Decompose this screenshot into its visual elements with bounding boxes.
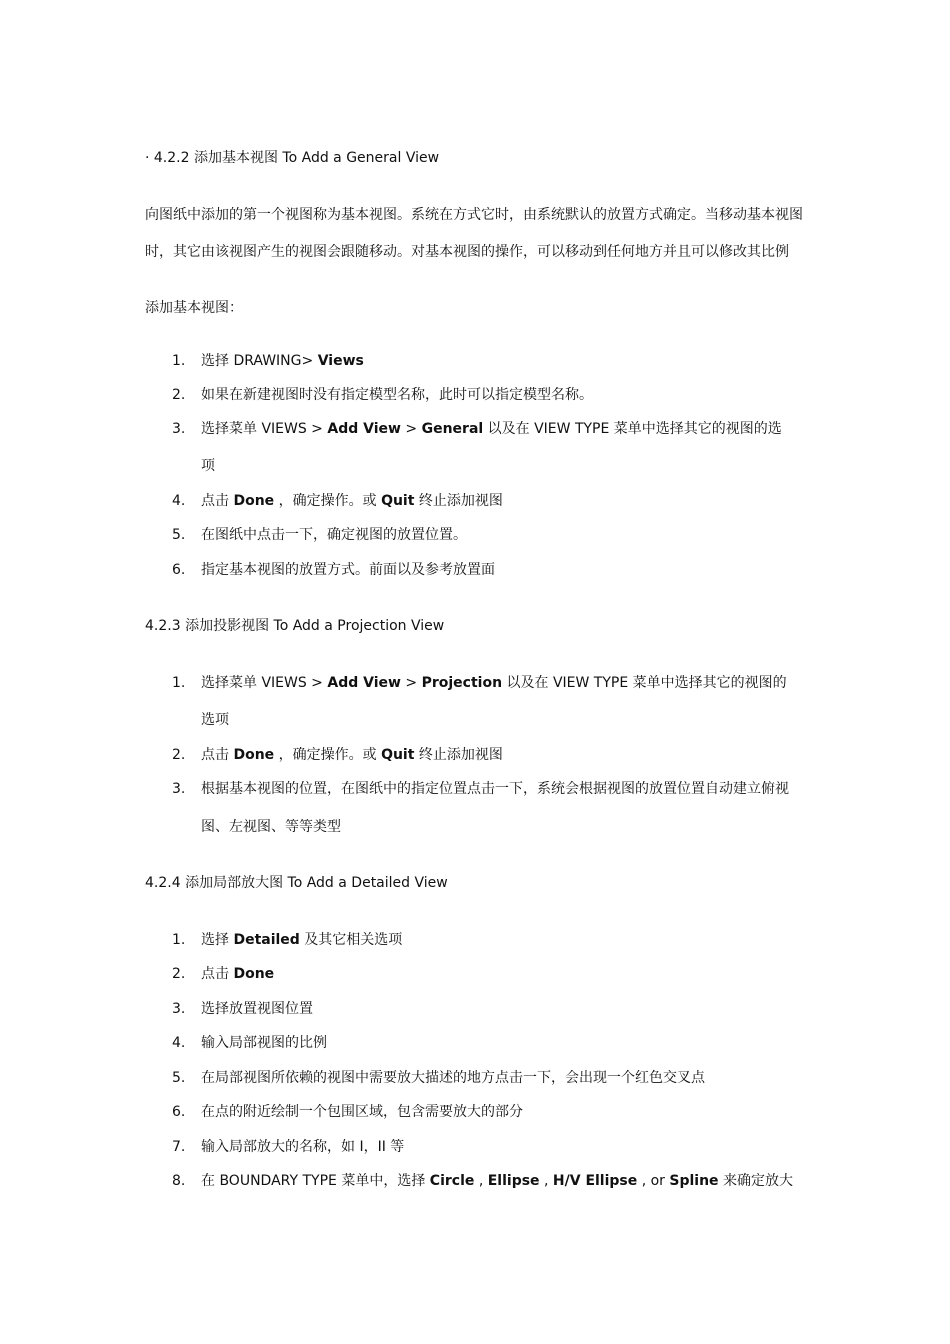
- list-number: 4.: [172, 1035, 186, 1051]
- list-number: 2.: [172, 747, 186, 763]
- list-number: 4.: [172, 493, 186, 509]
- paragraph-line: 向图纸中添加的第一个视图称为基本视图。系统在方式它时，由系统默认的放置方式确定。当移动基本视图: [145, 207, 803, 223]
- list-text: 选择菜单 VIEWS > Add View > Projection 以及在 VIEW TYPE 菜单中选择其它的视图的: [201, 675, 787, 691]
- list-number: 3.: [172, 1001, 186, 1017]
- list-text: 在局部视图所依赖的视图中需要放大描述的地方点击一下，会出现一个红色交叉点: [201, 1070, 705, 1086]
- list-text: 如果在新建视图时没有指定模型名称，此时可以指定模型名称。: [201, 387, 593, 403]
- list-text: 选择菜单 VIEWS > Add View > General 以及在 VIEW TYPE 菜单中选择其它的视图的选: [201, 421, 782, 437]
- list-number: 5.: [172, 527, 186, 543]
- list-text-continuation: 选项: [201, 712, 229, 728]
- list-text: 在图纸中点击一下，确定视图的放置位置。: [201, 527, 467, 543]
- list-text: 选择放置视图位置: [201, 1001, 313, 1017]
- list-text: 在点的附近绘制一个包围区域，包含需要放大的部分: [201, 1104, 523, 1120]
- paragraph-line: 时，其它由该视图产生的视图会跟随移动。对基本视图的操作，可以移动到任何地方并且可以修改其比例: [145, 244, 789, 260]
- list-number: 3.: [172, 781, 186, 797]
- list-number: 6.: [172, 1104, 186, 1120]
- list-number: 1.: [172, 675, 186, 691]
- list-number: 7.: [172, 1139, 186, 1155]
- list-text: 点击 Done ，确定操作。或 Quit 终止添加视图: [201, 747, 503, 763]
- section-heading-423: 4.2.3 添加投影视图 To Add a Projection View: [145, 618, 445, 634]
- list-text: 在 BOUNDARY TYPE 菜单中，选择 Circle , Ellipse , H/V Ellipse , or Spline 来确定放大: [201, 1173, 794, 1189]
- list-number: 6.: [172, 562, 186, 578]
- list-text-continuation: 项: [201, 458, 215, 474]
- list-text: 输入局部放大的名称，如 I，II 等: [201, 1139, 405, 1155]
- list-text: 输入局部视图的比例: [201, 1035, 327, 1051]
- list-text: 指定基本视图的放置方式。前面以及参考放置面: [201, 562, 495, 578]
- list-number: 2.: [172, 966, 186, 982]
- list-number: 5.: [172, 1070, 186, 1086]
- list-number: 8.: [172, 1173, 186, 1189]
- list-number: 2.: [172, 387, 186, 403]
- list-text: 点击 Done ，确定操作。或 Quit 终止添加视图: [201, 493, 503, 509]
- list-number: 1.: [172, 932, 186, 948]
- section-heading-424: 4.2.4 添加局部放大图 To Add a Detailed View: [145, 875, 448, 891]
- list-text: 点击 Done: [201, 966, 275, 982]
- list-text: 选择 DRAWING> Views: [201, 353, 364, 369]
- section-heading-422: · 4.2.2 添加基本视图 To Add a General View: [145, 150, 440, 166]
- list-text: 根据基本视图的位置，在图纸中的指定位置点击一下，系统会根据视图的放置位置自动建立俯视: [201, 781, 789, 797]
- intro-text: 添加基本视图：: [145, 300, 243, 316]
- list-number: 1.: [172, 353, 186, 369]
- list-text: 选择 Detailed 及其它相关选项: [201, 932, 403, 948]
- list-text-continuation: 图、左视图、等等类型: [201, 819, 341, 835]
- list-number: 3.: [172, 421, 186, 437]
